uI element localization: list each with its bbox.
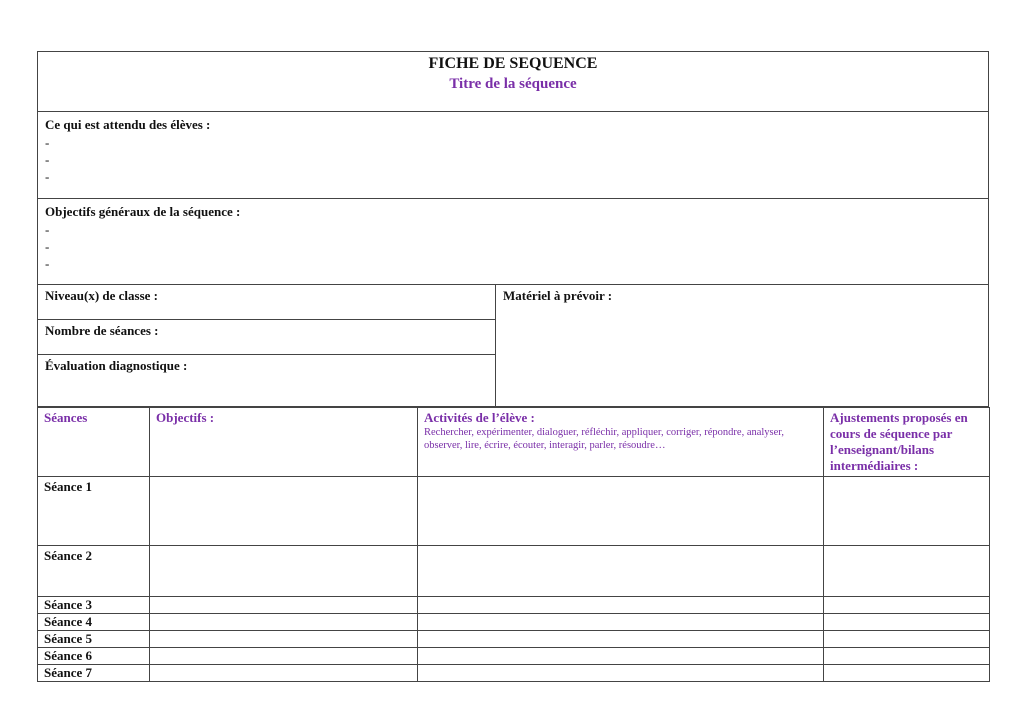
info-section [37,285,989,407]
info-left [38,285,496,406]
general-objectives-label: Objectifs généraux de la séquence : [45,204,241,219]
diagnostic-evaluation-label: Évaluation diagnostique : [45,358,188,373]
sheet-header [37,51,989,112]
materials-label: Matériel à prévoir : [503,288,613,303]
session-label: Séance 3 [38,597,150,614]
session-label: Séance 1 [38,477,150,546]
objective-item: - [45,256,50,271]
objective-item: - [45,239,50,254]
table-header-row [38,408,990,477]
col-objectives-header: Objectifs : [150,408,418,477]
objective-item: - [45,222,50,237]
expected-item: - [45,135,50,150]
table-row [38,546,990,597]
expected-item: - [45,152,50,167]
sheet-title: FICHE DE SEQUENCE [428,55,598,72]
session-label: Séance 6 [38,648,150,665]
table-row [38,631,990,648]
session-label: Séance 7 [38,665,150,682]
table-row [38,648,990,665]
session-label: Séance 2 [38,546,150,597]
session-label: Séance 5 [38,631,150,648]
expected-section [37,112,989,199]
activities-hint: Rechercher, expérimenter, dialoguer, réfléchir, appliquer, corriger, répondre, analyser, observer, lire, écrire, écouter, interagir, parler, résoudre… [424,427,784,451]
expected-label: Ce qui est attendu des élèves : [45,117,211,132]
col-adjustments-header: Ajustements proposés en cours de séquence par l’enseignant/bilans intermédiaires : [824,408,990,477]
expected-item: - [45,169,50,184]
col-sessions-header: Séances [38,408,150,477]
table-row [38,665,990,682]
col-activities-header [418,408,824,477]
activities-label: Activités de l’élève : [424,410,535,425]
sessions-table [37,407,990,682]
general-objectives-section [37,199,989,285]
sequence-sheet [37,51,989,682]
table-row [38,614,990,631]
table-row [38,477,990,546]
session-count-label: Nombre de séances : [38,320,495,355]
class-level-label: Niveau(x) de classe : [38,285,495,320]
table-row [38,597,990,614]
session-label: Séance 4 [38,614,150,631]
sequence-title: Titre de la séquence [449,76,577,92]
